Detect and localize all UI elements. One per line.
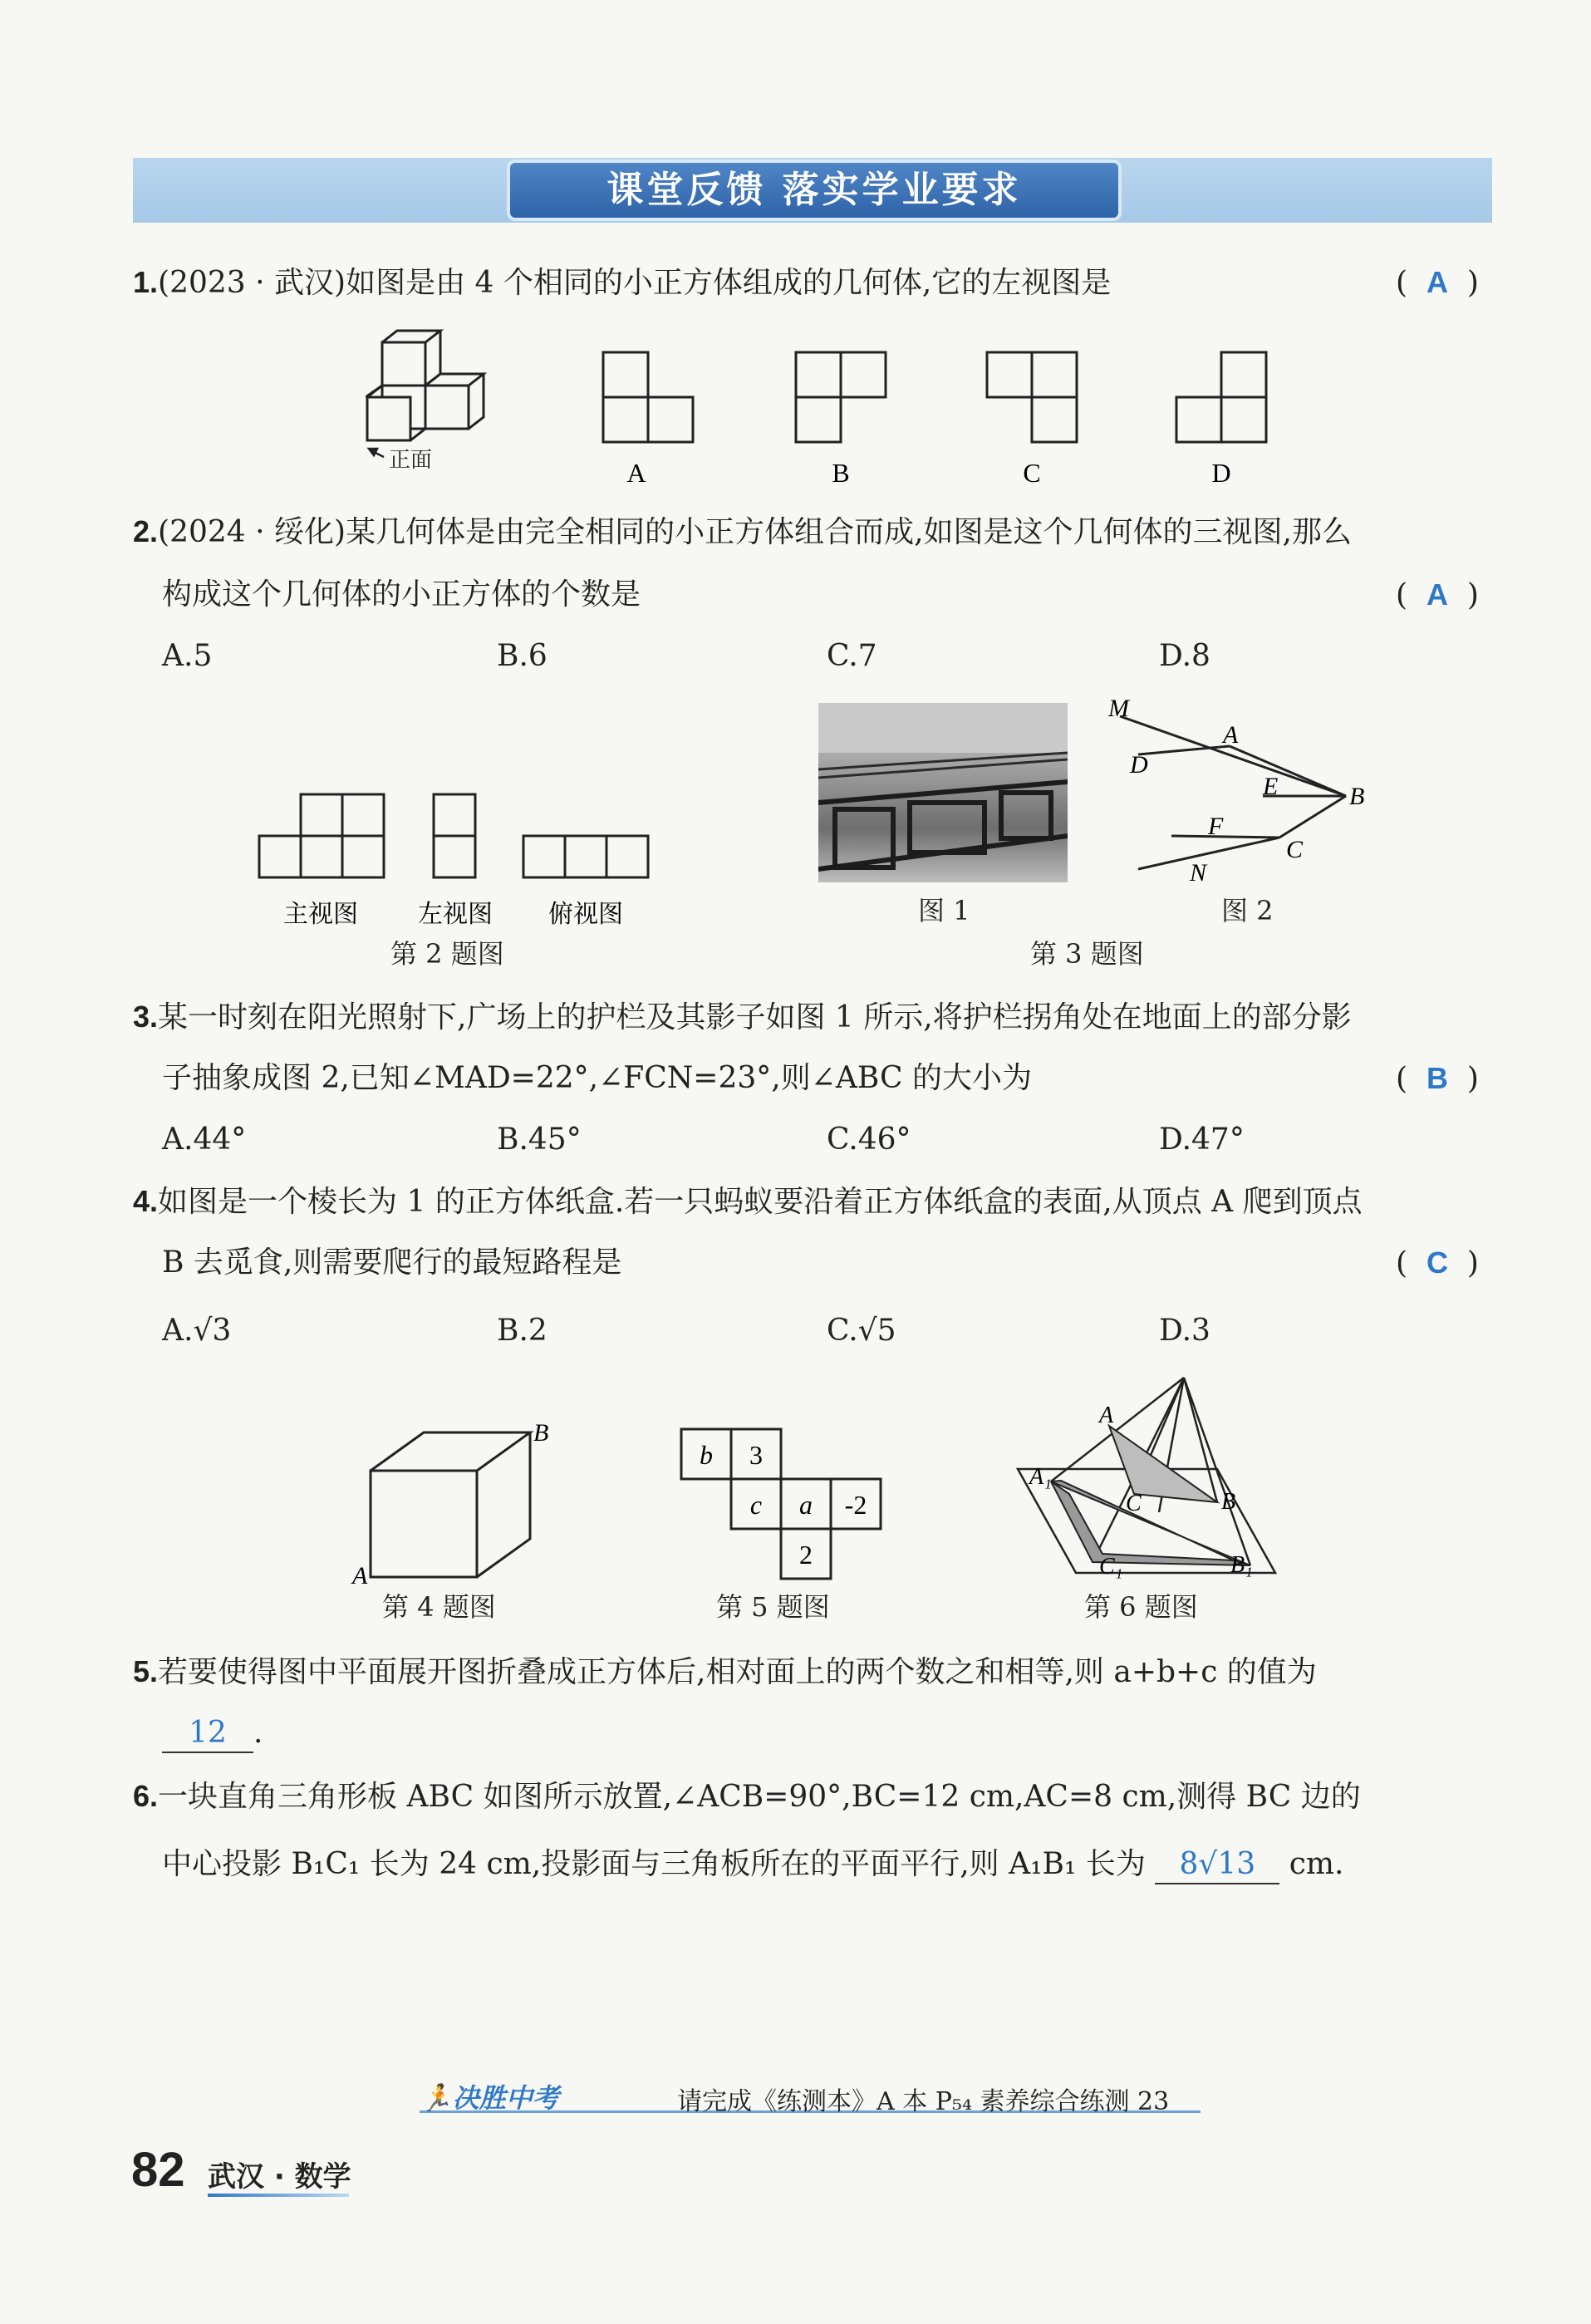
answer: B — [1426, 1061, 1448, 1095]
q2-three-views — [249, 789, 665, 939]
option-b: B.6 — [497, 639, 548, 673]
top-view — [523, 836, 648, 877]
question-number: 1. — [133, 265, 159, 299]
question-4-line2: B 去觅食,则需要爬行的最短路程是 — [162, 1246, 622, 1280]
question-number: 3. — [133, 1000, 159, 1034]
answer: A — [1426, 577, 1448, 612]
question-2-line2: 构成这个几何体的小正方体的个数是 — [162, 577, 641, 612]
answer-bracket-3: ( B ) — [1396, 1061, 1479, 1096]
net-cell-2: 2 — [799, 1540, 813, 1570]
q4-fig-caption: 第 4 题图 — [382, 1591, 496, 1623]
question-6-line2 — [162, 1846, 1344, 1884]
page-number: 82 — [131, 2143, 185, 2197]
fence-photo — [818, 703, 1068, 882]
question-2 — [133, 513, 1352, 551]
brand-logo — [420, 2077, 559, 2115]
point-b: B — [533, 1421, 549, 1447]
point-m: M — [1108, 696, 1129, 722]
question-number: 2. — [133, 514, 159, 548]
option-a: A.44° — [162, 1123, 247, 1157]
question-text: 如图是一个棱长为 1 的正方体纸盒.若一只蚂蚁要沿着正方体纸盒的表面,从顶点 A 爬到顶点 — [158, 1185, 1363, 1219]
point-c: C — [1286, 836, 1304, 863]
footer-task: 请完成《练测本》A 本 P₅₄ 素养综合练测 23 — [677, 2087, 1170, 2116]
answer-bracket-4: ( C ) — [1396, 1246, 1479, 1280]
point-e: E — [1263, 773, 1279, 800]
net-cell-c: c — [749, 1490, 763, 1520]
option-figure-d — [1176, 352, 1266, 442]
side-view — [434, 794, 475, 877]
fill-blank-answer: 12 — [162, 1715, 253, 1753]
question-number: 6. — [133, 1779, 159, 1813]
option-label-c: C — [1023, 458, 1041, 488]
option-label-d: D — [1211, 458, 1231, 488]
section-title: 课堂反馈 落实学业要求 — [507, 160, 1122, 221]
point-a: A — [1099, 1403, 1114, 1428]
answer: A — [1426, 265, 1448, 299]
option-label-b: B — [832, 458, 850, 488]
unit: cm. — [1289, 1847, 1344, 1881]
point-a: A — [1223, 721, 1239, 749]
fig1-label: 图 1 — [918, 895, 970, 926]
question-text: (2023 · 武汉)如图是由 4 个相同的小正方体组成的几何体,它的左视图是 — [158, 266, 1112, 300]
question-3-line2: 子抽象成图 2,已知∠MAD=22°,∠FCN=23°,则∠ABC 的大小为 — [162, 1061, 1032, 1095]
question-text: 中心投影 B₁C₁ 长为 24 cm,投影面与三角板所在的平面平行,则 A₁B₁ 长为 — [162, 1847, 1146, 1881]
q1-figure — [366, 324, 1279, 490]
net-cell-b: b — [700, 1440, 713, 1470]
runner-icon: 🏃 — [420, 2082, 453, 2114]
option-c: C.√5 — [827, 1314, 896, 1348]
brand-name: 决胜中考 — [452, 2082, 559, 2114]
question-text: 某一时刻在阳光照射下,广场上的护栏及其影子如图 1 所示,将护栏拐角处在地面上的部分影 — [158, 1000, 1352, 1034]
cube-solid — [366, 331, 484, 440]
point-c: C — [1126, 1491, 1142, 1516]
q6-fig-caption: 第 6 题图 — [1084, 1591, 1198, 1623]
option-figure-c — [987, 352, 1077, 442]
question-1 — [133, 264, 1111, 302]
question-text: (2024 · 绥化)某几何体是由完全相同的小正方体组合而成,如图是这个几何体的三视图,那么 — [158, 515, 1352, 549]
option-c: C.46° — [827, 1123, 911, 1157]
option-b: B.2 — [497, 1314, 548, 1348]
point-d: D — [1130, 751, 1148, 779]
option-a: A.5 — [162, 639, 213, 673]
net-cell-neg2: -2 — [844, 1490, 867, 1520]
option-d: D.3 — [1159, 1314, 1210, 1348]
answer: C — [1426, 1246, 1448, 1280]
region-subject: 武汉 · 数学 — [208, 2160, 351, 2194]
footer-underline — [208, 2194, 349, 2197]
q3-fig-caption: 第 3 题图 — [1030, 938, 1144, 970]
point-n: N — [1190, 859, 1207, 887]
option-a: A.√3 — [162, 1314, 232, 1348]
q4-cube — [341, 1421, 557, 1587]
q6-projection — [1009, 1369, 1284, 1587]
point-a: A — [352, 1562, 368, 1587]
question-text: 若要使得图中平面展开图折叠成正方体后,相对面上的两个数之和相等,则 a+b+c 的值为 — [158, 1655, 1317, 1689]
question-4 — [133, 1183, 1363, 1221]
option-b: B.45° — [497, 1123, 582, 1157]
answer-bracket-1: ( A ) — [1396, 265, 1479, 300]
point-b: B — [1221, 1489, 1236, 1515]
question-6 — [133, 1778, 1361, 1815]
fig2-label: 图 2 — [1221, 895, 1274, 926]
question-3 — [133, 999, 1352, 1036]
point-b1: B₁ — [1230, 1552, 1253, 1578]
option-figure-b — [796, 352, 886, 442]
question-number: 5. — [133, 1654, 159, 1688]
q5-fig-caption: 第 5 题图 — [716, 1591, 830, 1623]
view-label-front: 主视图 — [283, 901, 358, 928]
option-c: C.7 — [827, 639, 877, 673]
option-label-a: A — [626, 458, 646, 488]
answer-bracket-2: ( A ) — [1396, 577, 1479, 612]
option-d: D.8 — [1159, 639, 1210, 673]
point-b: B — [1349, 783, 1365, 810]
q3-fig2-geometry — [1097, 696, 1396, 896]
net-cell-a: a — [799, 1490, 813, 1520]
option-d: D.47° — [1159, 1123, 1245, 1157]
option-figure-a — [603, 352, 693, 442]
net-cell-3: 3 — [749, 1440, 763, 1470]
view-label-side: 左视图 — [418, 901, 493, 928]
question-5 — [133, 1653, 1317, 1691]
fill-blank-answer: 8√13 — [1155, 1846, 1279, 1884]
front-label: 正面 — [389, 448, 433, 472]
question-text: 一块直角三角形板 ABC 如图所示放置,∠ACB=90°,BC=12 cm,AC=8 cm,测得 BC 边的 — [158, 1780, 1361, 1814]
q2-fig-caption: 第 2 题图 — [390, 938, 504, 970]
fence-photo-drawing — [818, 703, 1068, 882]
q5-net — [673, 1421, 897, 1587]
point-c1: C₁ — [1099, 1554, 1123, 1580]
front-arrow — [369, 449, 384, 457]
point-f: F — [1208, 813, 1224, 840]
view-label-top: 俯视图 — [548, 901, 623, 928]
question-5-answer-line: 12 . — [162, 1715, 263, 1753]
point-a1: A₁ — [1029, 1464, 1052, 1490]
front-view — [259, 794, 384, 877]
question-number: 4. — [133, 1184, 159, 1218]
